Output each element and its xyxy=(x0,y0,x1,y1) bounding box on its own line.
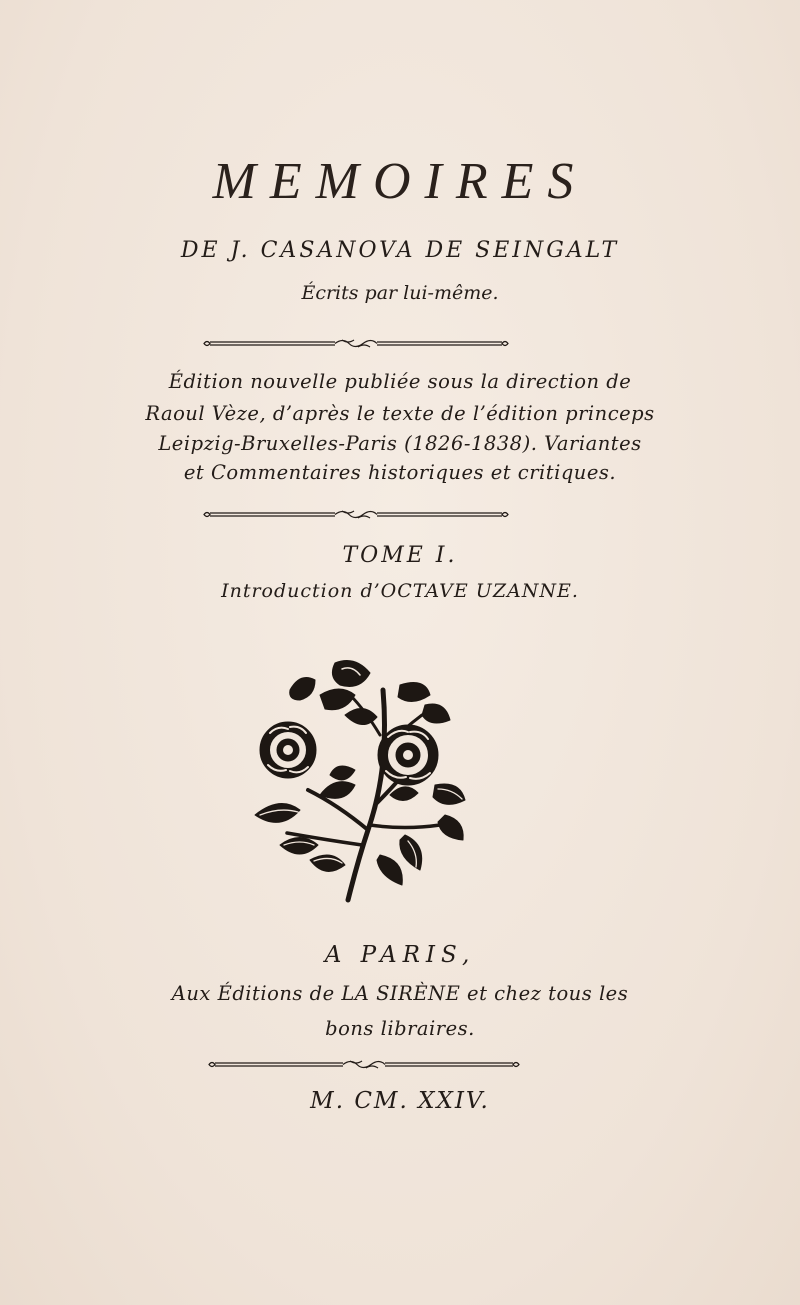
written-by-line: Écrits par lui-même. xyxy=(301,282,499,304)
edition-note-line-3: Leipzig-Bruxelles-Paris (1826-1838). Variantes xyxy=(158,432,642,455)
author-line: DE J. CASANOVA DE SEINGALT xyxy=(180,238,620,263)
floral-vignette-icon xyxy=(250,655,475,905)
ornamental-rule-icon xyxy=(200,337,512,351)
edition-note-line-2: Raoul Vèze, d’après le texte de l’édition princeps xyxy=(145,402,655,425)
ornamental-rule-icon xyxy=(200,508,512,522)
publication-year: M. CM. XXIV. xyxy=(310,1088,490,1114)
publisher-line-1: Aux Éditions de LA SIRÈNE et chez tous les xyxy=(171,982,629,1005)
introduction-line: Introduction d’OCTAVE UZANNE. xyxy=(221,580,579,602)
volume-label: TOME I. xyxy=(342,543,458,568)
ornamental-rule-icon xyxy=(205,1058,523,1072)
edition-note-line-4: et Commentaires historiques et critiques. xyxy=(183,461,617,484)
publisher-line-2: bons libraires. xyxy=(325,1017,475,1040)
book-title: MEMOIRES xyxy=(212,153,588,210)
place-line: A PARIS, xyxy=(324,942,476,968)
edition-note-line-1: Édition nouvelle publiée sous la direction de xyxy=(168,370,632,393)
